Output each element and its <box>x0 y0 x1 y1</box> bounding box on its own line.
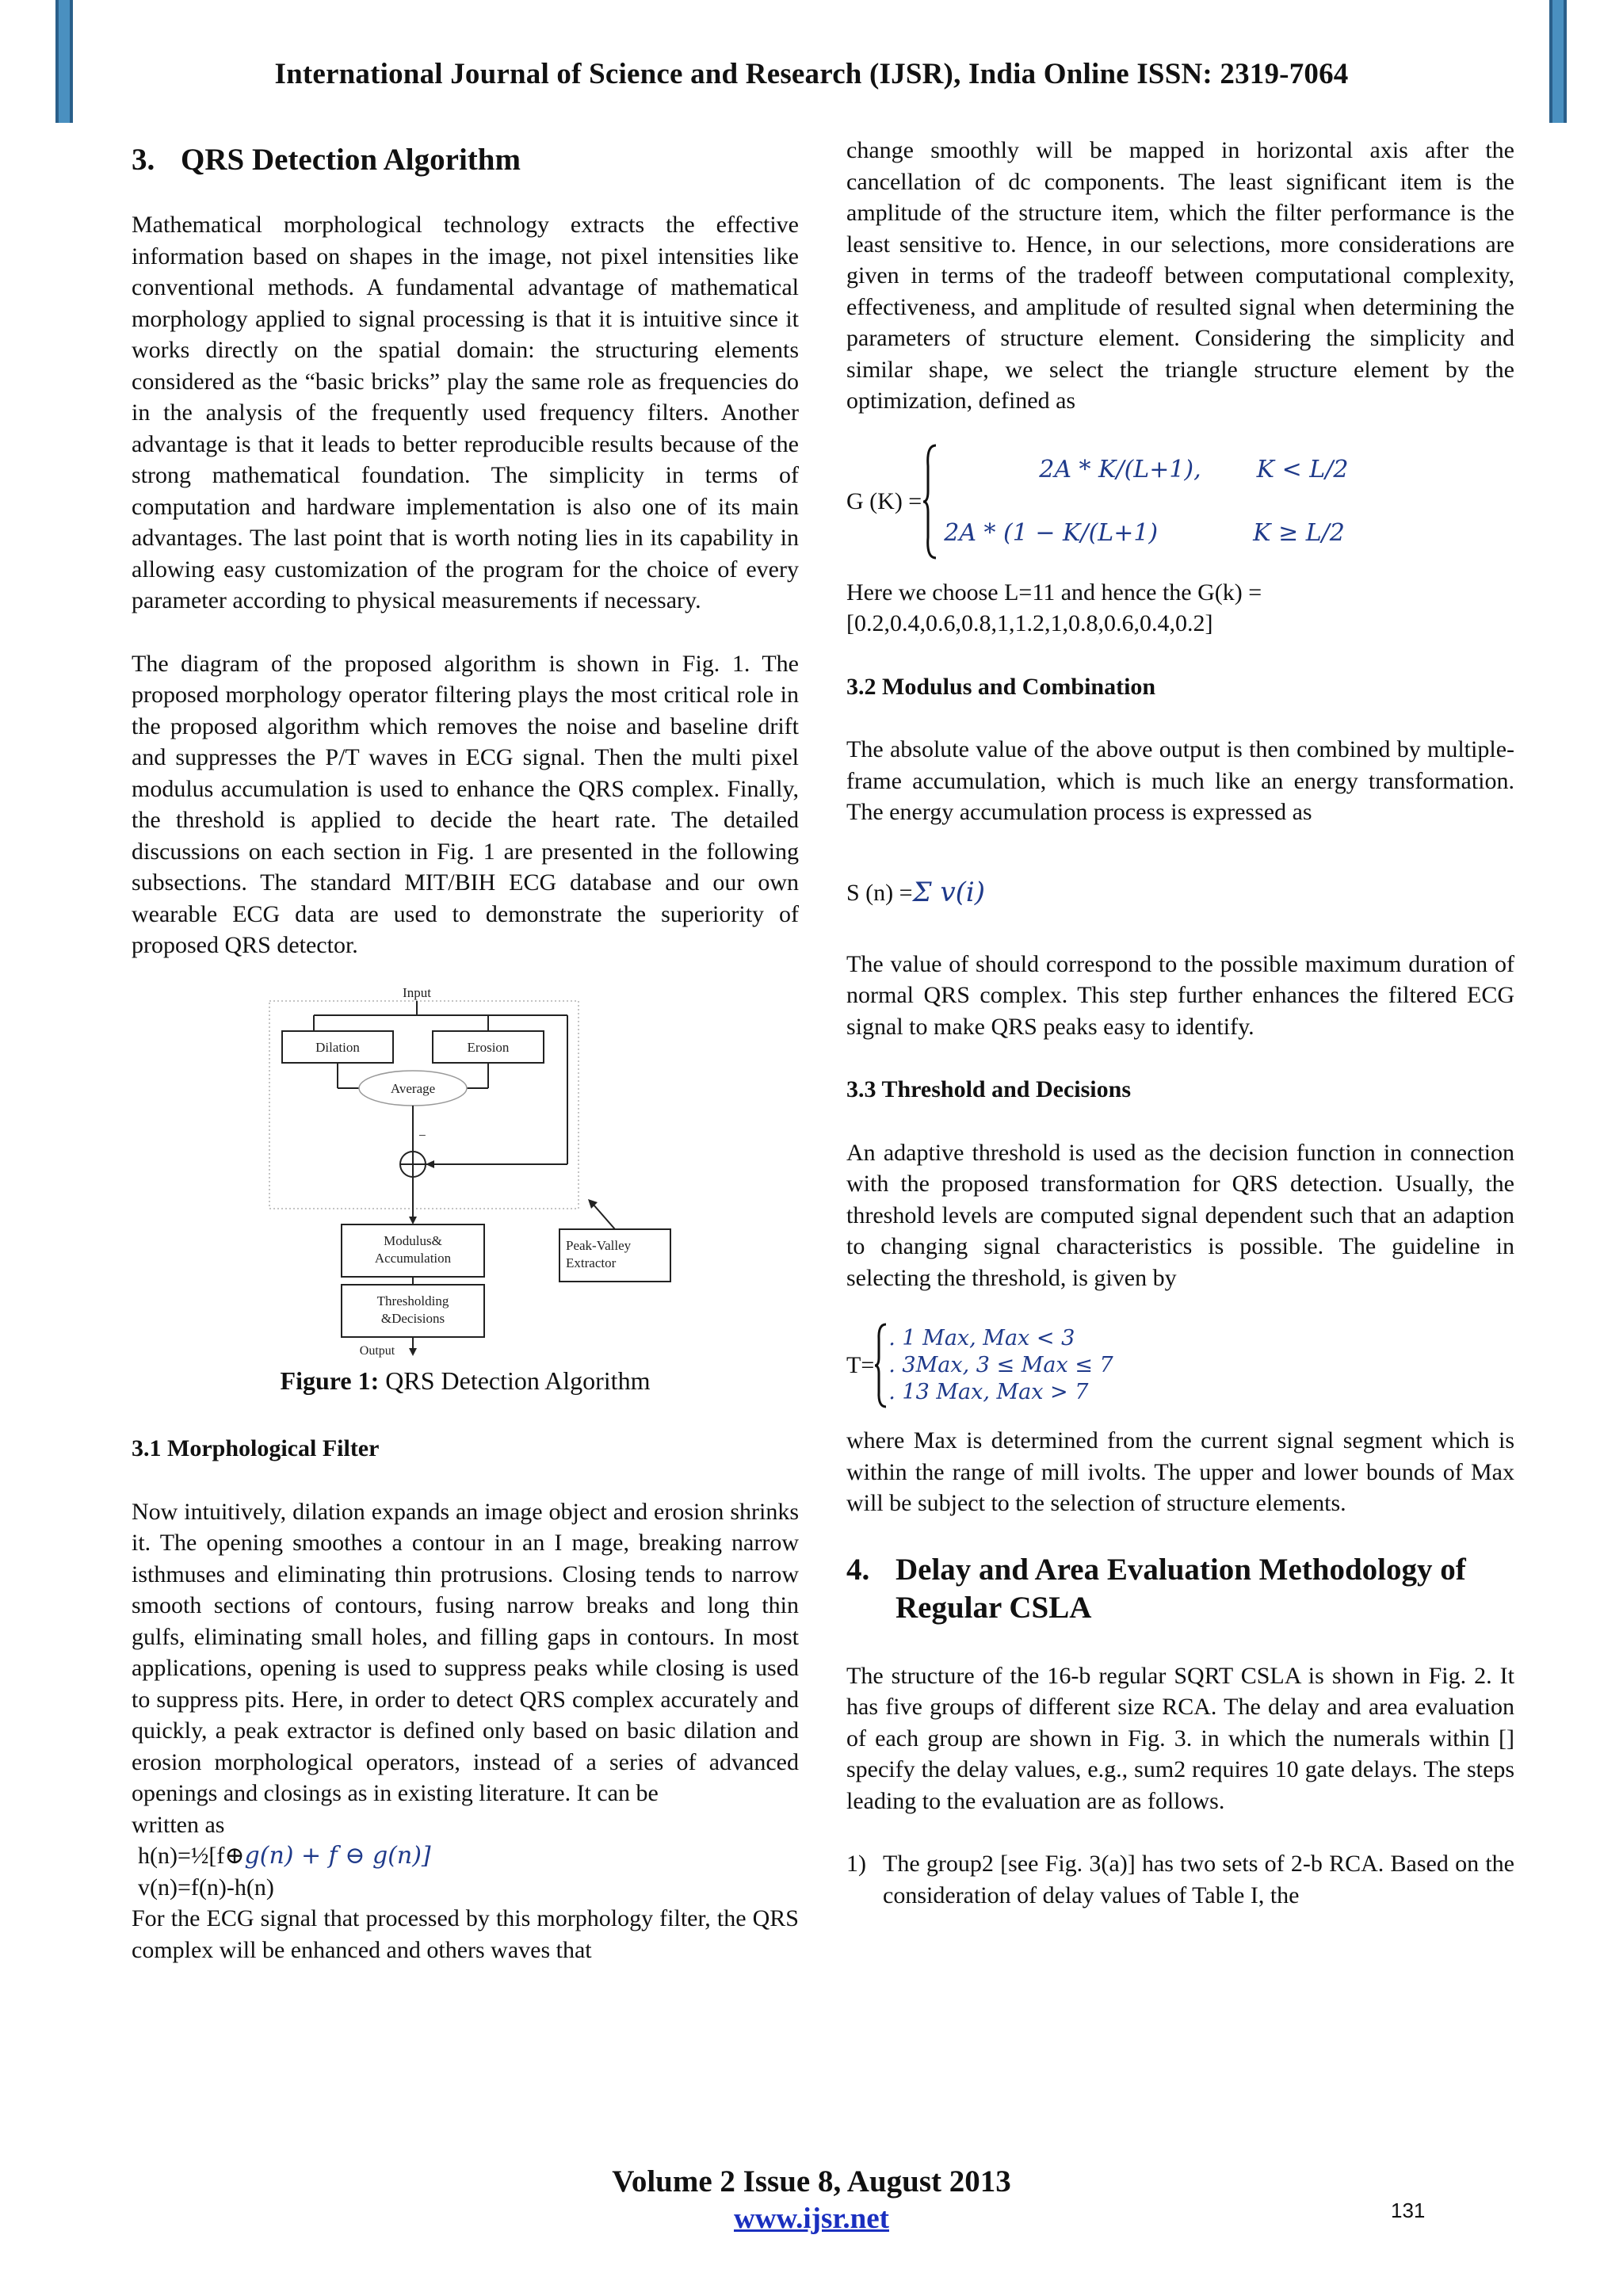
equation-s <box>846 869 1514 917</box>
caption-label: Figure 1: <box>280 1366 380 1395</box>
qrs-flow-diagram <box>266 985 678 1358</box>
eq-h-prefix: h(n)= <box>138 1843 191 1869</box>
paragraph: Mathematical morphological technology extracts the effective information based on shapes in the image, not pixel intensities like conventional methods. A fundamental advantage of mathematical morphology applied to signal processing is that it is intuitive since it works directly on the spatial domain: the structuring elements considered as the “basic bricks” play the same role as frequencies do in the analysis of the frequently used frequency filters. Another advantage is that it leads to better reproducible results because of the strong mathematical foundation. The simplicity in terms of computation and hardware implementation is also one of its main advantages. The last point that is worth noting lies in its capability in allowing easy customization of the program for the choice of every parameter according to physical measurements if necessary. <box>132 212 799 613</box>
eq-g-case-2: 2A * (1 − K/(L+1) <box>944 519 1159 547</box>
paragraph: The diagram of the proposed algorithm is shown in Fig. 1. The proposed morphology operator filtering plays the most critical role in the proposed algorithm which removes the noise and baseline drift and suppresses the P/T waves in ECG signal. Then the multi pixel modulus accumulation is used to enhance the QRS complex. Finally, the threshold is applied to decide the heart rate. The detailed discussions on each section in Fig. 1 are presented in the following subsections. The standard MIT/BIH ECG database and our own wearable ECG data are used to demonstrate the superiority of proposed QRS detector. <box>132 650 799 958</box>
left-column <box>132 135 799 1966</box>
section-4-heading: Delay and Area Evaluation Methodology of Regular CSLA <box>896 1552 1466 1625</box>
eq-t-case-3: . 13 Max, Max > 7 <box>888 1380 1089 1404</box>
section-3-number: 3. <box>132 143 155 177</box>
eq-h-rest: g(n) + f ⊖ g(n)] <box>244 1842 431 1870</box>
section-3-title <box>132 141 799 179</box>
right-column <box>846 135 1514 1911</box>
equation-g <box>846 442 1514 561</box>
list-item-text: The group2 [see Fig. 3(a)] has two sets of 2-b RCA. Based on the consideration of delay values of Table I, the <box>883 1851 1514 1908</box>
eq-t-label: T= <box>846 1352 875 1379</box>
eq-s-label: S (n) = <box>846 879 913 906</box>
section-4-number: 4. <box>846 1552 870 1587</box>
journal-header: International Journal of Science and Research (IJSR), India Online ISSN: 2319-7064 <box>274 58 1349 90</box>
eq-s-body: Σ v(i) <box>912 876 986 908</box>
paragraph: The value of should correspond to the possible maximum duration of normal QRS complex. This step further enhances the filtered ECG signal to make QRS peaks easy to identify. <box>846 950 1514 1040</box>
output-label: Output <box>359 1343 395 1358</box>
peak-valley-label-2: Extractor <box>566 1255 617 1270</box>
figure-1-caption <box>132 1366 799 1397</box>
subsection-3-2-title: 3.2 Modulus and Combination <box>846 673 1156 700</box>
eq-g-case-1: 2A * K/(L+1), <box>1039 455 1201 483</box>
eq-g-label: G (K) = <box>846 487 922 514</box>
subsection-3-1-title: 3.1 Morphological Filter <box>132 1435 380 1461</box>
modulus-label-1: Modulus& <box>384 1232 442 1248</box>
section-4-title <box>846 1551 1514 1627</box>
equation-h <box>138 1840 799 1872</box>
erosion-label: Erosion <box>467 1039 510 1055</box>
paragraph: Here we choose L=11 and hence the G(k) = [0.2,0.4,0.6,0.8,1,1.2,1,0.8,0.6,0.4,0.2] <box>846 579 1262 636</box>
minus-label: − <box>418 1127 426 1143</box>
paragraph: change smoothly will be mapped in horizontal axis after the cancellation of dc components. The least significant item is the amplitude of the structure item, which the filter performance is the least sensitive to. Hence, in our selections, more considerations are given in terms of the tradeoff between computational complexity, effectiveness, and amplitude of resulted signal when determining the parameters of structure element. Considering the simplicity and similar shape, we select the triangle structure element by the optimization, defined as <box>846 137 1514 414</box>
modulus-label-2: Accumulation <box>374 1250 452 1266</box>
thresholding-label-2: &Decisions <box>380 1310 445 1326</box>
peak-valley-label-1: Peak-Valley <box>566 1237 632 1253</box>
dilation-label: Dilation <box>315 1039 360 1055</box>
eq-h-half: ½[f⊕ <box>190 1843 245 1869</box>
input-label: Input <box>403 984 431 1000</box>
list-marker: 1) <box>846 1851 866 1877</box>
paragraph: For the ECG signal that processed by this morphology filter, the QRS complex will be enhanced and others waves that <box>132 1905 799 1963</box>
paragraph: An adaptive threshold is used as the decision function in connection with the proposed transformation for QRS detection. Usually, the threshold levels are computed signal dependent such that an adaption to changing signal characteristics is possible. The guideline in selecting the threshold, is given by <box>846 1139 1514 1291</box>
written-as: written as <box>132 1811 225 1838</box>
left-brace <box>922 442 939 561</box>
eq-t-case-2: . 3Max, 3 ≤ Max ≤ 7 <box>888 1353 1113 1377</box>
footer-volume: Volume 2 Issue 8, August 2013 <box>612 2164 1011 2199</box>
paragraph: where Max is determined from the current signal segment which is within the range of mill ivolts. The upper and lower bounds of Max will be subject to the selection of structure elements. <box>846 1427 1514 1516</box>
subsection-3-3-title: 3.3 Threshold and Decisions <box>846 1076 1131 1102</box>
list-item <box>846 1848 1514 1911</box>
equation-t <box>846 1322 1514 1409</box>
equation-v: v(n)=f(n)-h(n) <box>138 1874 274 1901</box>
footer-url-link[interactable]: www.ijsr.net <box>734 2202 889 2235</box>
section-3-heading: QRS Detection Algorithm <box>181 143 521 177</box>
paragraph: The structure of the 16-b regular SQRT CSLA is shown in Fig. 2. It has five groups of different size RCA. The delay and area evaluation of each group are shown in Fig. 3. in which the numerals within [] specify the delay values, e.g., sum2 requires 10 gate delays. The steps leading to the evaluation are as follows. <box>846 1662 1514 1814</box>
footer-url-wrapper <box>0 2202 1623 2236</box>
paragraph: Now intuitively, dilation expands an image object and erosion shrinks it. The opening smoothes a contour in an I mage, breaking narrow isthmuses and eliminating thin protrusions. Closing tends to narrow smooth sections of contours, fusing narrow breaks and long thin gulfs, eliminating small holes, and filling gaps in contours. In most applications, opening is used to suppress peaks while closing is used to suppress pits. Here, in order to detect QRS complex accurately and quickly, a peak extractor is defined only based on basic dilation and erosion morphological operators, instead of a series of advanced openings and closings as in existing literature. It can be <box>132 1498 799 1806</box>
paragraph: The absolute value of the above output is then combined by multiple-frame accumulation, which is much like an energy transformation. The energy accumulation process is expressed as <box>846 736 1514 825</box>
average-label: Average <box>390 1080 436 1096</box>
eq-t-case-1: . 1 Max, Max < 3 <box>888 1326 1075 1350</box>
figure-1 <box>132 985 799 1358</box>
caption-text: QRS Detection Algorithm <box>379 1366 651 1395</box>
eq-g-cond-1: K < L/2 <box>1256 455 1349 483</box>
thresholding-label-1: Thresholding <box>376 1293 449 1308</box>
page-number: 131 <box>1391 2199 1426 2222</box>
left-brace <box>874 1322 888 1409</box>
eq-g-cond-2: K ≥ L/2 <box>1253 519 1345 547</box>
